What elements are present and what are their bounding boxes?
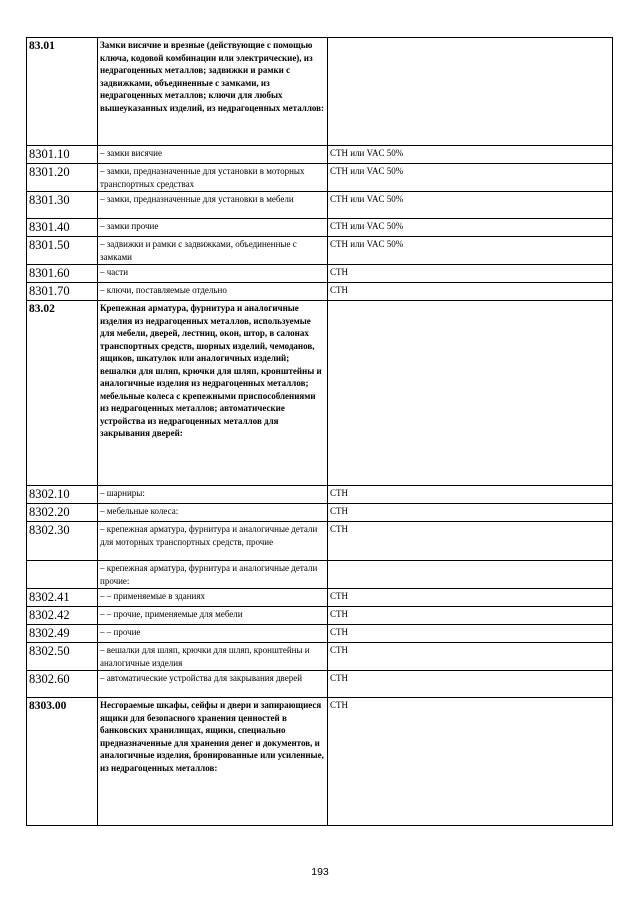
description-cell: – шарниры: [98, 486, 328, 504]
hs-code-cell: 8302.42 [27, 607, 98, 625]
table-row [27, 146, 613, 164]
description-cell: – вешалки для шляп, крючки для шляп, кронштейны и аналогичные изделия [98, 643, 328, 671]
hs-code-cell: 8302.49 [27, 625, 98, 643]
table-row [27, 486, 613, 504]
description-cell: – – применяемые в зданиях [98, 589, 328, 607]
description-cell: Несгораемые шкафы, сейфы и двери и запирающиеся ящики для безопасного хранения ценностей в банковских хранилищах, ящики, специально предназначенные для хранения денег и документов, и аналогичные изделия, бронированные или усиленные, из недрагоценных металлов: [98, 698, 328, 826]
hs-code-cell: 8302.60 [27, 671, 98, 698]
table-row [27, 504, 613, 522]
hs-code-cell: 8301.30 [27, 192, 98, 219]
description-cell: – крепежная арматура, фурнитура и аналогичные детали прочие: [98, 561, 328, 589]
description-cell: – замки висячие [98, 146, 328, 164]
description-cell: – ключи, поставляемые отдельно [98, 283, 328, 301]
hs-code-cell: 8301.50 [27, 237, 98, 265]
origin-rule-cell: СТН [328, 643, 613, 671]
origin-rule-cell: СТН [328, 486, 613, 504]
table-row [27, 522, 613, 561]
hs-code-cell: 83.01 [27, 38, 98, 146]
origin-rule-cell: СТН [328, 283, 613, 301]
origin-rule-cell: СТН или VAC 50% [328, 146, 613, 164]
table-row [27, 698, 613, 826]
origin-rule-cell: СТН [328, 265, 613, 283]
table-row [27, 561, 613, 589]
hs-code-cell: 8303.00 [27, 698, 98, 826]
description-cell: – замки, предназначенные для установки в мебели [98, 192, 328, 219]
description-cell: Замки висячие и врезные (действующие с помощью ключа, кодовой комбинации или электрические), из недрагоценных металлов; задвижки и рамки с задвижками, объединенные с замками, из недрагоценных металлов; ключи для любых вышеуказанных изделий, из недрагоценных металлов: [98, 38, 328, 146]
description-cell: – замки прочие [98, 219, 328, 237]
origin-rule-cell: СТН или VAC 50% [328, 164, 613, 192]
hs-code-cell: 8301.40 [27, 219, 98, 237]
hs-code-cell [27, 561, 98, 589]
table-row [27, 283, 613, 301]
description-cell: – – прочие [98, 625, 328, 643]
table-row [27, 607, 613, 625]
origin-rule-cell: СТН [328, 698, 613, 826]
tariff-table [26, 37, 613, 826]
hs-code-cell: 8301.60 [27, 265, 98, 283]
origin-rule-cell: СТН [328, 625, 613, 643]
description-cell: – автоматические устройства для закрывания дверей [98, 671, 328, 698]
description-cell: – задвижки и рамки с задвижками, объединенные с замками [98, 237, 328, 265]
hs-code-cell: 8301.10 [27, 146, 98, 164]
origin-rule-cell: СТН [328, 607, 613, 625]
table-row [27, 625, 613, 643]
description-cell: Крепежная арматура, фурнитура и аналогичные изделия из недрагоценных металлов, используемые для мебели, дверей, лестниц, окон, штор, в салонах транспортных средств, шорных изделий, чемоданов, ящиков, шкатулок или аналогичных изделий; вешалки для шляп, крючки для шляп, кронштейны и аналогичные изделия из недрагоценных металлов; мебельные колеса с крепежными приспособлениями из недрагоценных металлов; автоматические устройства из недрагоценных металлов для закрывания дверей: [98, 301, 328, 486]
table-row [27, 164, 613, 192]
table-row [27, 671, 613, 698]
origin-rule-cell: СТН [328, 522, 613, 561]
description-cell: – замки, предназначенные для установки в моторных транспортных средствах [98, 164, 328, 192]
description-cell: – – прочие, применяемые для мебели [98, 607, 328, 625]
page-number: 193 [311, 866, 329, 878]
table-row [27, 219, 613, 237]
table-row [27, 237, 613, 265]
table-row [27, 38, 613, 146]
table-row [27, 643, 613, 671]
hs-code-cell: 8302.20 [27, 504, 98, 522]
hs-code-cell: 8302.50 [27, 643, 98, 671]
origin-rule-cell: СТН или VAC 50% [328, 219, 613, 237]
description-cell: – части [98, 265, 328, 283]
origin-rule-cell: СТН [328, 504, 613, 522]
origin-rule-cell: СТН или VAC 50% [328, 192, 613, 219]
hs-code-cell: 8302.10 [27, 486, 98, 504]
hs-code-cell: 8302.30 [27, 522, 98, 561]
table-row [27, 192, 613, 219]
hs-code-cell: 8301.70 [27, 283, 98, 301]
hs-code-cell: 8301.20 [27, 164, 98, 192]
description-cell: – мебельные колеса: [98, 504, 328, 522]
table-row [27, 265, 613, 283]
origin-rule-cell: СТН или VAC 50% [328, 237, 613, 265]
description-cell: – крепежная арматура, фурнитура и аналогичные детали для моторных транспортных средств, прочие [98, 522, 328, 561]
tariff-table-body [27, 38, 613, 826]
hs-code-cell: 8302.41 [27, 589, 98, 607]
table-row [27, 589, 613, 607]
table-row [27, 301, 613, 486]
origin-rule-cell [328, 561, 613, 589]
origin-rule-cell: СТН [328, 589, 613, 607]
hs-code-cell: 83.02 [27, 301, 98, 486]
origin-rule-cell: СТН [328, 671, 613, 698]
origin-rule-cell [328, 38, 613, 146]
origin-rule-cell [328, 301, 613, 486]
